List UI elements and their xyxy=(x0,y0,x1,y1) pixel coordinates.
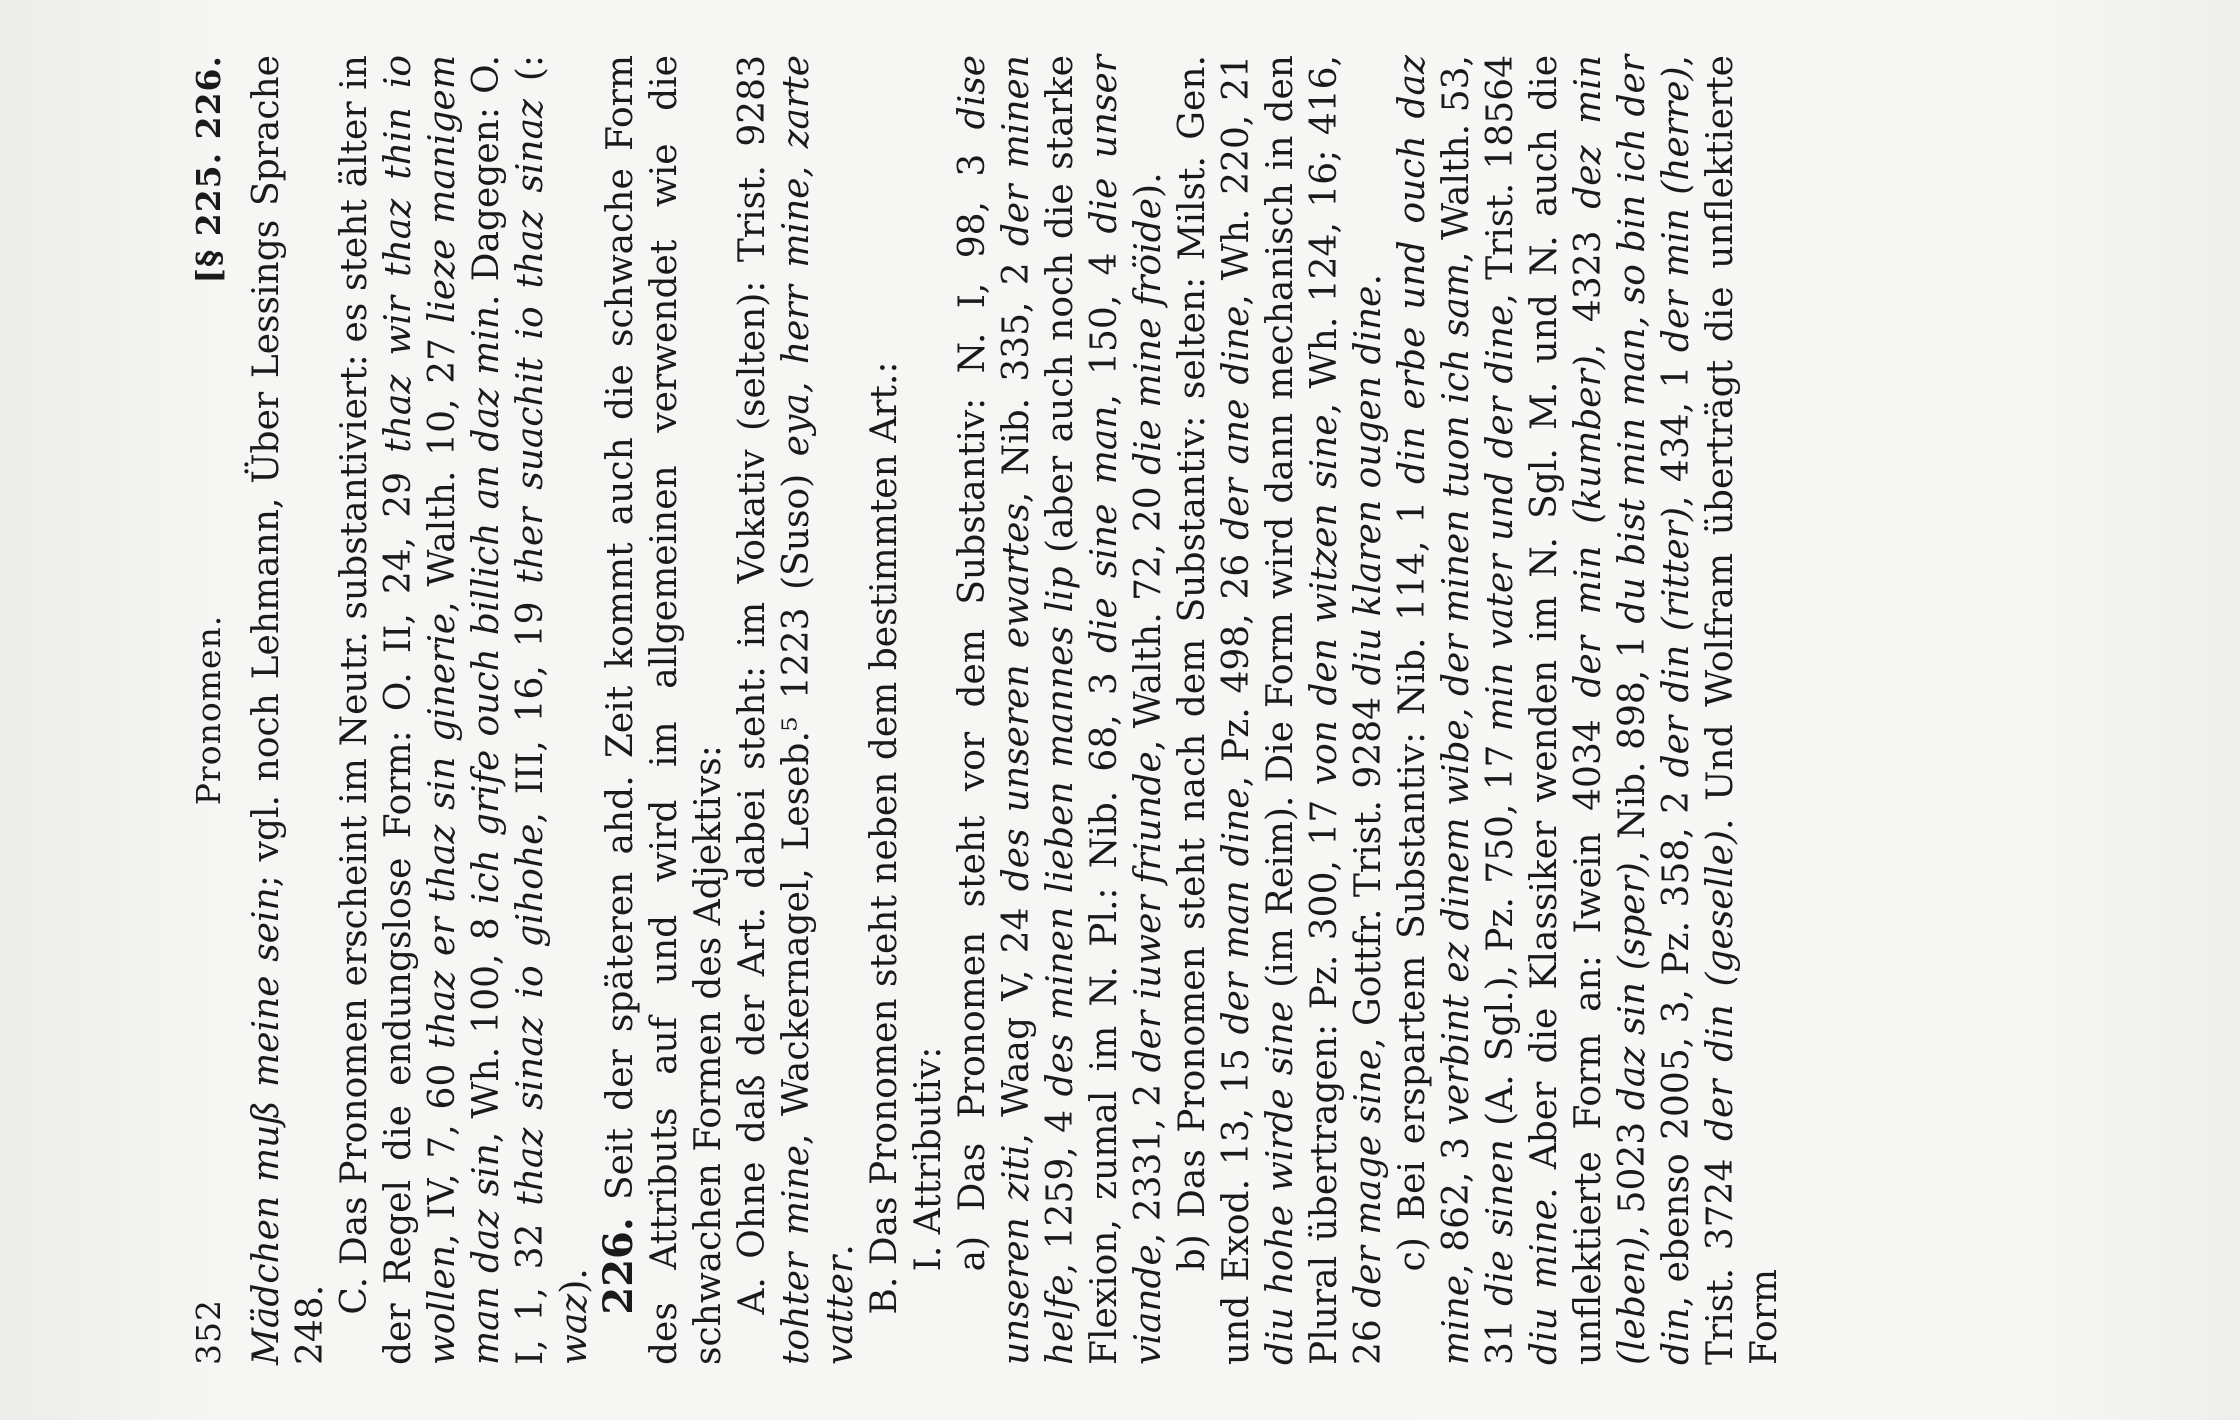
body-text xyxy=(245,55,1787,1365)
section-range: [§ 225. 226. xyxy=(189,55,228,284)
page-number: 352 xyxy=(189,1299,228,1365)
paragraph-i-a: a) Das Pronomen steht vor dem Substantiv: N. I, 98, 3 dise unseren ziti, Waag V, 24 des unseren ewartes, Nib. 335, 2 der minen helfe, 1259, 4 des minen lieben mannes lip (aber auch noch die starke Flexion, zumal im N. Pl.: Nib. 68, 3 die sine man, 150, 4 die unser viande, 2331, 2 der iuwer friunde, Walth. 72, 20 die mine fröide). xyxy=(952,55,1169,1365)
running-title: Pronomen. xyxy=(189,614,228,806)
paragraph-i-b: b) Das Pronomen steht nach dem Substantiv: selten: Milst. Gen. und Exod. 13, 15 der man dine, Pz. 498, 26 der ane dine, Wh. 220, 21 diu hohe wirde sine (im Reim). Die Form wird dann mechanisch in den Plural übertragen: Pz. 300, 17 von den witzen sine, Wh. 124, 16; 416, 26 der mage sine, Gottfr. Trist. 9284 diu klaren ougen dine. xyxy=(1172,54,1389,1365)
paragraph-c: C. Das Pronomen erscheint im Neutr. substantiviert: es steht älter in der Regel die endungslose Form: O. II, 24, 29 thaz wir thaz thin io wollen, IV, 7, 60 thaz er thaz sin ginerie, Walth. 10, 27 lieze manigem man daz sin, Wh. 100, 8 ich grife ouch billich an daz min. Dagegen: O. I, 1, 32 thaz sinaz io gihohe, III, 16, 19 ther suachit io thaz sinaz (: waz). xyxy=(334,54,595,1365)
paragraph-b: B. Das Pronomen steht neben dem bestimmten Art.: xyxy=(864,361,905,1315)
paragraph-a: A. Ohne daß der Art. dabei steht: im Vokativ (selten): Trist. 9283 tohter mine, Wackernagel, Leseb.⁵ 1223 (Suso) eya, herr mine, zarte vatter. xyxy=(732,55,861,1365)
paragraph-1: Mädchen muß meine sein; vgl. noch Lehmann, Über Lessings Sprache 248. xyxy=(246,55,331,1365)
paragraph-i: I. Attributiv: xyxy=(908,1046,949,1272)
paragraph-226: 226. Seit der späteren ahd. Zeit kommt auch die schwache Form des Attributs auf und wird im allgemeinen verwendet wie die schwachen Formen des Adjektivs: xyxy=(595,55,729,1365)
rotated-page-content xyxy=(175,15,2095,1405)
running-head xyxy=(175,55,245,1365)
paragraph-i-c: c) Bei erspartem Substantiv: Nib. 114, 1 din erbe und ouch daz mine, 862, 3 verbint ez dinem wibe, der minen tuon ich sam, Walth. 53, 31 die sinen (A. Sgl.), Pz. 750, 17 min vater und der dine, Trist. 18564 diu mine. Aber die Klassiker wenden im N. Sgl. M. und N. auch die unflektierte Form an: Iwein 4034 der min (kumber), 4323 dez min (leben), 5023 daz sin (sper), Nib. 898, 1 du bist min man, so bin ich der din, ebenso 2005, 3, Pz. 358, 2 der din (ritter), 434, 1 der min (herre), Trist. 3724 der din (geselle). Und Wolfram überträgt die unflektierte Form xyxy=(1392,54,1785,1365)
